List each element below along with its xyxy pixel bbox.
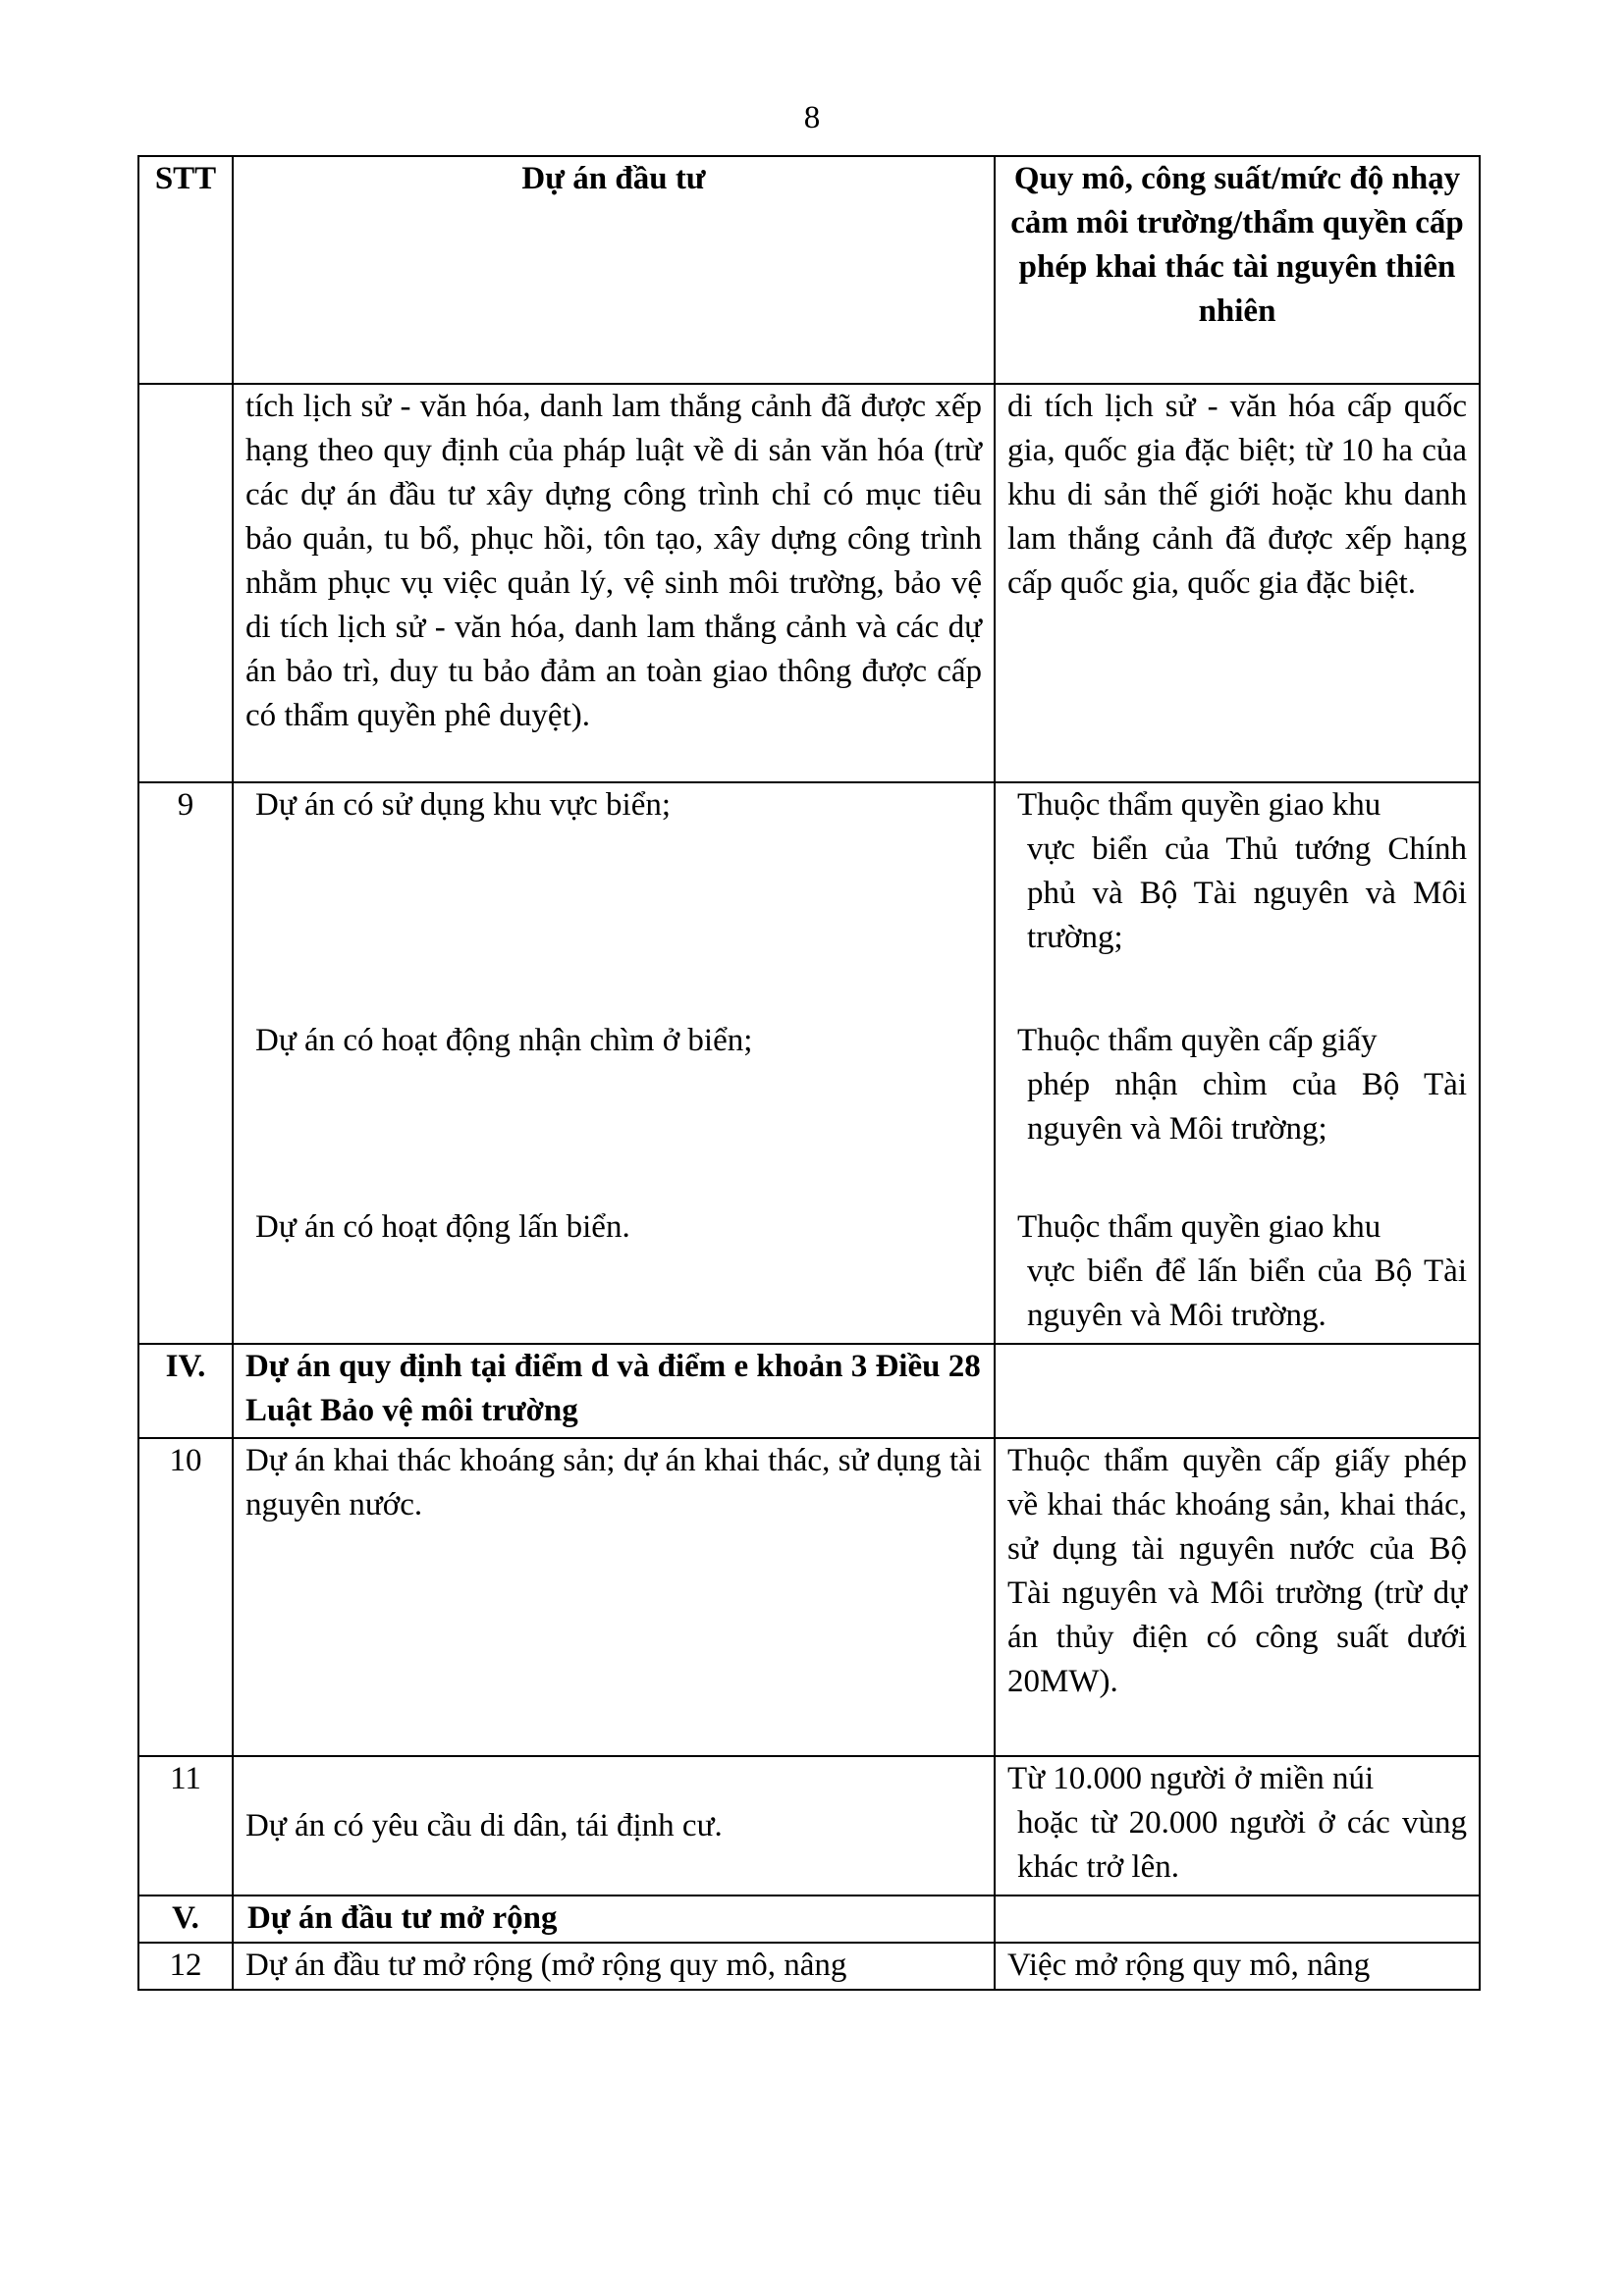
cell-stt: 11 [138,1756,233,1896]
table-header-row [138,156,1480,384]
cell-empty [995,1344,1480,1438]
header-project: Dự án đầu tư [233,156,995,384]
table-row-9 [138,782,1480,1344]
page-number: 8 [803,100,821,135]
section-title: Dự án đầu tư mở rộng [233,1896,995,1943]
table-row-11 [138,1756,1480,1896]
scale-item-sea-area: Thuộc thẩm quyền giao khu vực biển của Thủ tướng Chính phủ và Bộ Tài nguyên và Môi trường; [1017,787,1467,955]
cell-empty [995,1896,1480,1943]
section-title: Dự án quy định tại điểm d và điểm e khoản 3 Điều 28 Luật Bảo vệ môi trường [233,1344,995,1438]
cell-project: tích lịch sử - văn hóa, danh lam thắng cảnh đã được xếp hạng theo quy định của pháp luật về di sản văn hóa (trừ các dự án đầu tư xây dựng công trình chỉ có mục tiêu bảo quản, tu bổ, phục hồi, tôn tạo, xây dựng công trình nhằm phục vụ việc quản lý, vệ sinh môi trường, bảo vệ di tích lịch sử - văn hóa, danh lam thắng cảnh và các dự án bảo trì, duy tu bảo đảm an toàn giao thông được cấp có thẩm quyền phê duyệt). [233,384,995,782]
cell-stt: 9 [138,782,233,1344]
cell-scale: Từ 10.000 người ở miền núi hoặc từ 20.000 người ở các vùng khác trở lên. [995,1756,1480,1896]
cell-stt: 10 [138,1438,233,1756]
cell-scale: Việc mở rộng quy mô, nâng [995,1943,1480,1990]
cell-project-group [233,782,995,1344]
scale-item-sea-dumping: Thuộc thẩm quyền cấp giấy phép nhận chìm của Bộ Tài nguyên và Môi trường; [1017,1023,1467,1147]
cell-project: Dự án đầu tư mở rộng (mở rộng quy mô, nâng [233,1943,995,1990]
section-number: V. [138,1896,233,1943]
cell-project: Dự án có yêu cầu di dân, tái định cư. [233,1756,995,1896]
project-item-sea-dumping: Dự án có hoạt động nhận chìm ở biển; [255,1023,753,1058]
cell-scale: di tích lịch sử - văn hóa cấp quốc gia, quốc gia đặc biệt; từ 10 ha của khu di sản thế giới hoặc khu danh lam thắng cảnh đã được xếp hạng cấp quốc gia, quốc gia đặc biệt. [995,384,1480,782]
table-row-continued [138,384,1480,782]
cell-scale: Thuộc thẩm quyền cấp giấy phép về khai thác khoáng sản, khai thác, sử dụng tài nguyên nước của Bộ Tài nguyên và Môi trường (trừ dự án thủy điện có công suất dưới 20MW). [995,1438,1480,1756]
section-number: IV. [138,1344,233,1438]
header-stt: STT [138,156,233,384]
section-row-V [138,1896,1480,1943]
project-item-sea-area: Dự án có sử dụng khu vực biển; [255,787,672,823]
cell-scale-group [995,782,1480,1344]
project-item-land-reclamation: Dự án có hoạt động lấn biển. [255,1209,630,1245]
header-scale: Quy mô, công suất/mức độ nhạy cảm môi trường/thẩm quyền cấp phép khai thác tài nguyên thiên nhiên [995,156,1480,384]
table-row-10 [138,1438,1480,1756]
investment-projects-table [137,155,1481,1991]
cell-stt-empty [138,384,233,782]
section-row-IV [138,1344,1480,1438]
cell-project: Dự án khai thác khoáng sản; dự án khai thác, sử dụng tài nguyên nước. [233,1438,995,1756]
cell-stt: 12 [138,1943,233,1990]
scale-item-land-reclamation: Thuộc thẩm quyền giao khu vực biển để lấn biển của Bộ Tài nguyên và Môi trường. [1017,1209,1467,1333]
table-row-12 [138,1943,1480,1990]
